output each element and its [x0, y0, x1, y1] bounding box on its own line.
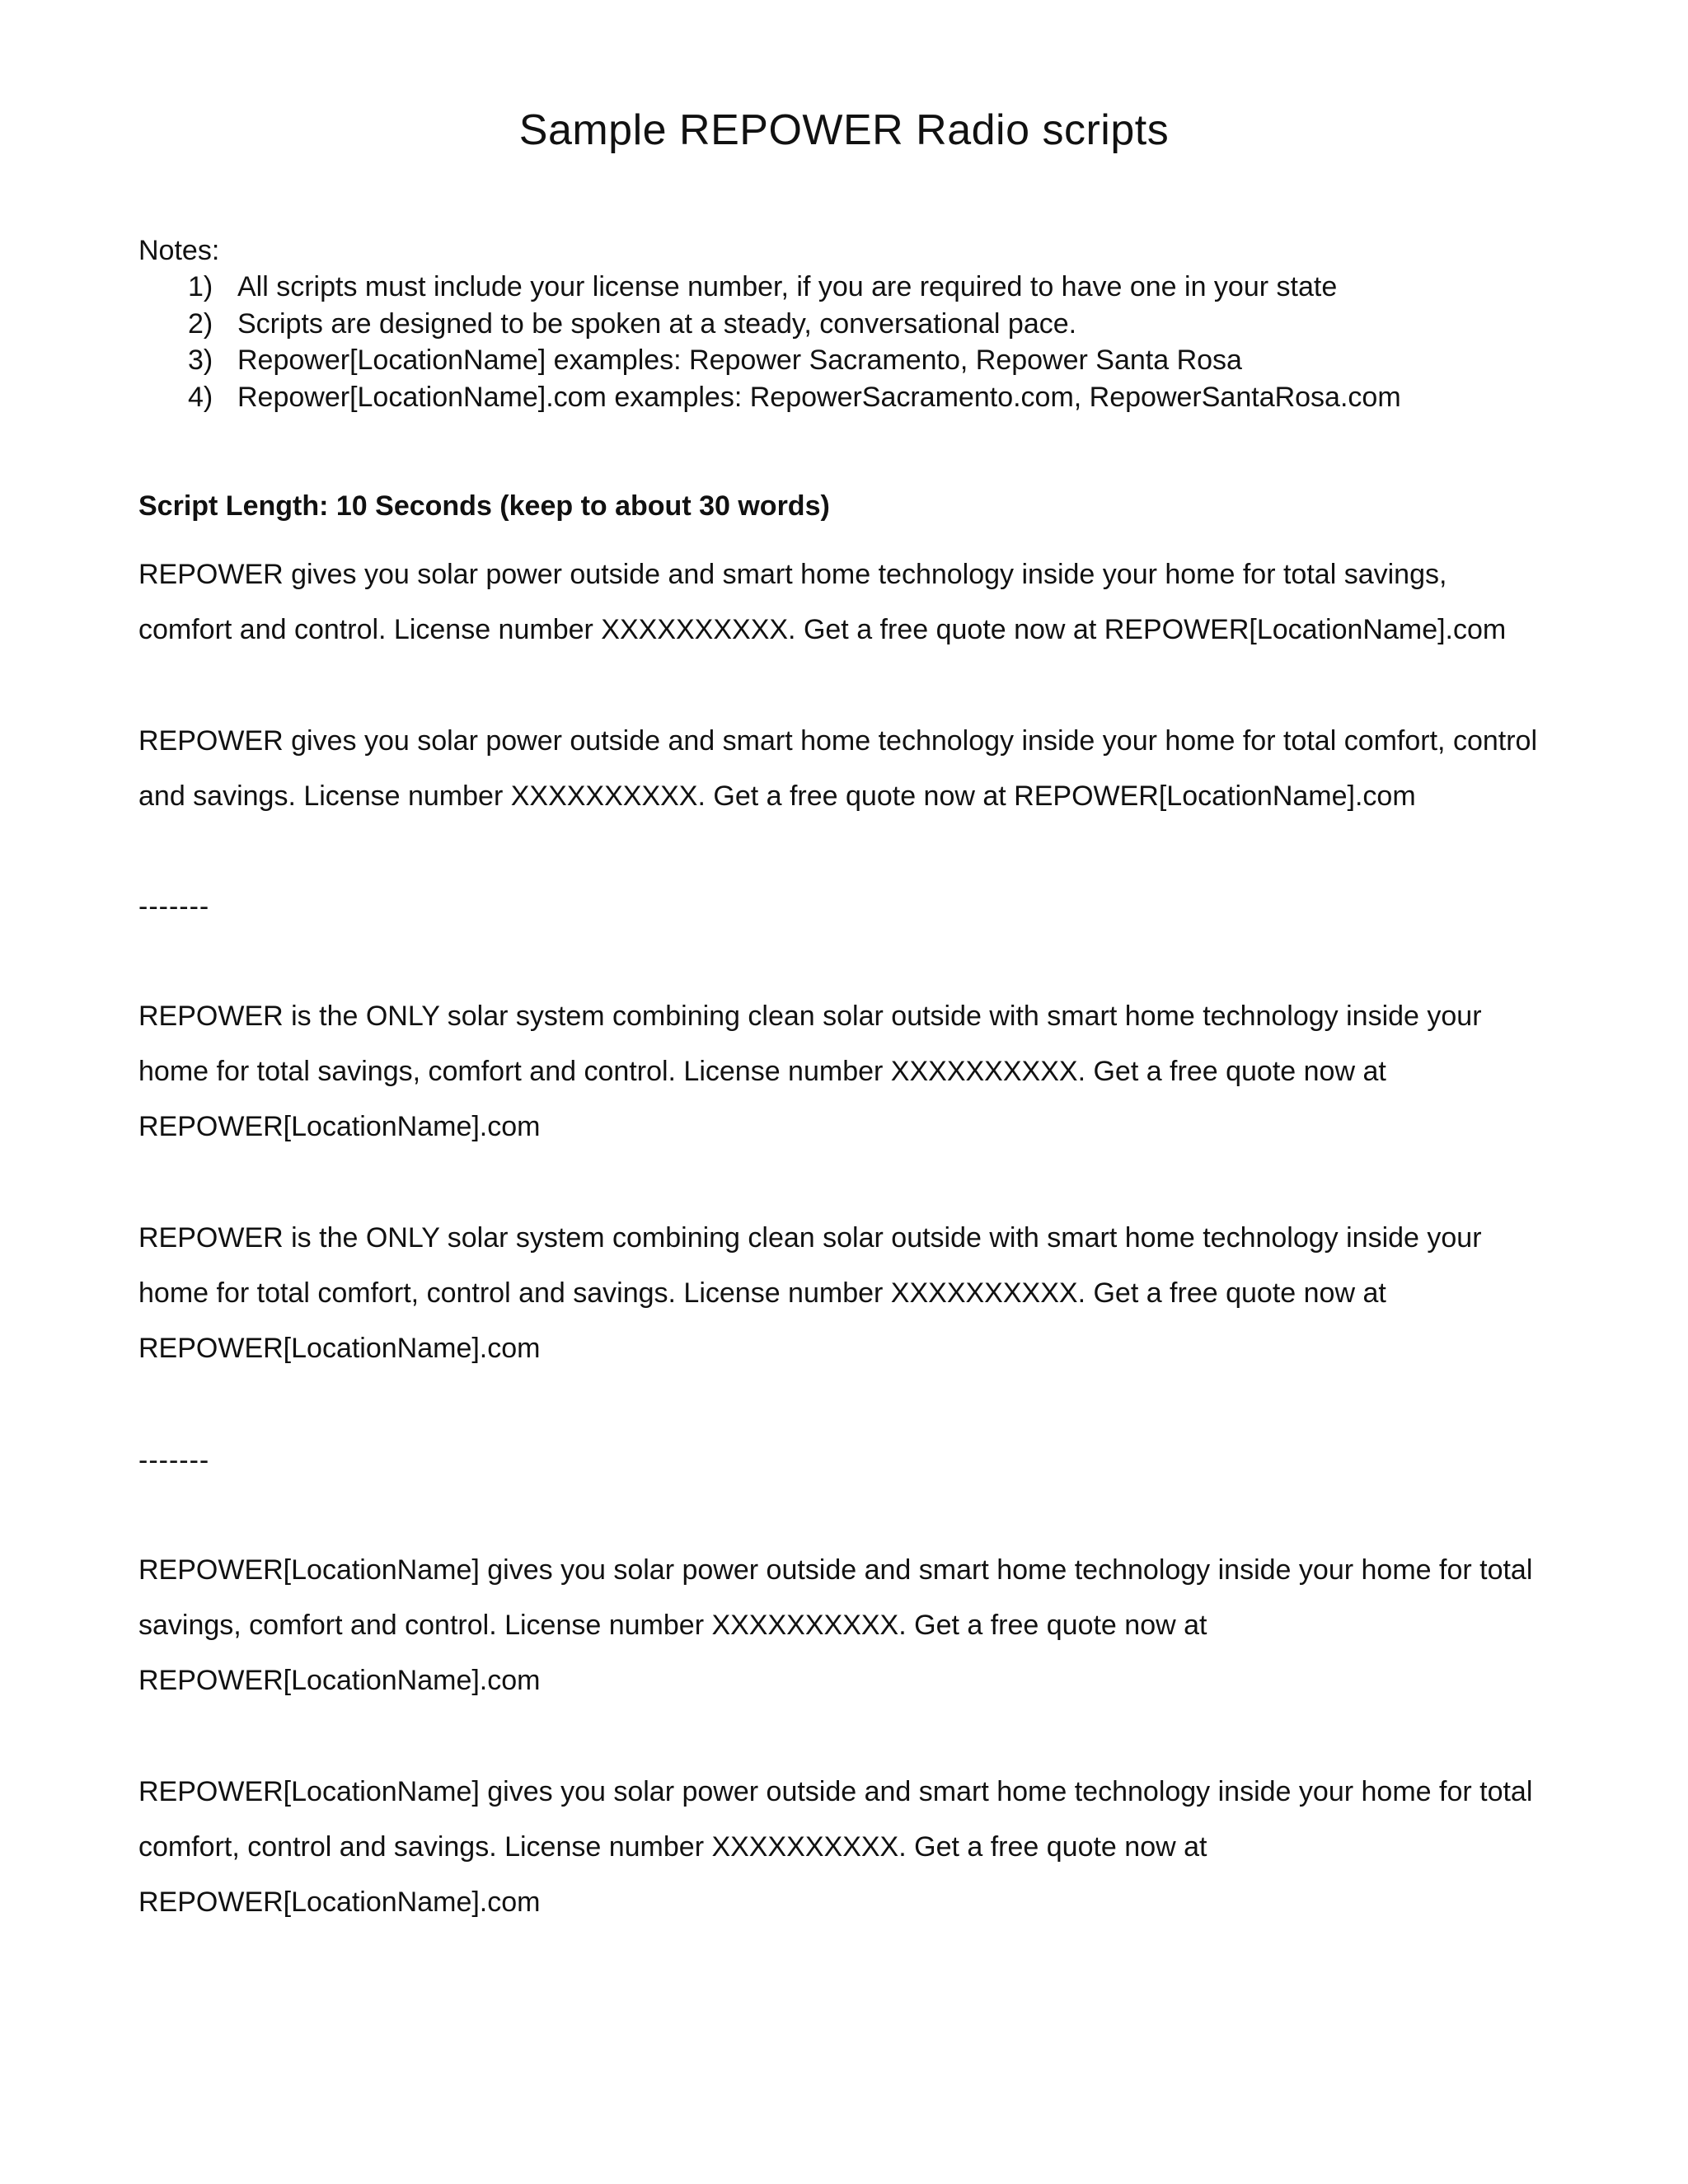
- script-paragraph: REPOWER is the ONLY solar system combining clean solar outside with smart home technology inside your home for total comfort, control and savings. License number XXXXXXXXXX. Get a free quote now at REPOWER[LocationName].com: [138, 1222, 1482, 1364]
- page-title: Sample REPOWER Radio scripts: [518, 106, 1170, 154]
- note-number: 1): [188, 271, 213, 302]
- note-item: [138, 342, 1573, 379]
- note-number: 4): [188, 381, 213, 413]
- note-number: 2): [188, 307, 213, 340]
- script-paragraph: REPOWER[LocationName] gives you solar power outside and smart home technology inside your home for total savings, comfort and control. License number XXXXXXXXXX. Get a free quote now at REPOWER[LocationName].com: [138, 1554, 1533, 1696]
- note-item: [138, 269, 1573, 306]
- note-text: Repower[LocationName].com examples: RepowerSacramento.com, RepowerSantaRosa.com: [237, 381, 1401, 413]
- note-item: [138, 379, 1573, 416]
- script-paragraph: REPOWER gives you solar power outside and smart home technology inside your home for total savings, comfort and control. License number XXXXXXXXXX. Get a free quote now at REPOWER[LocationName].com: [138, 559, 1507, 645]
- note-number: 3): [188, 344, 213, 376]
- script-paragraph: REPOWER[LocationName] gives you solar power outside and smart home technology inside your home for total comfort, control and savings. License number XXXXXXXXXX. Get a free quote now at REPOWER[LocationName].com: [138, 1776, 1533, 1918]
- note-item: [138, 306, 1573, 343]
- divider-dashes: -------: [138, 1445, 210, 1476]
- script-paragraph: REPOWER gives you solar power outside and smart home technology inside your home for total comfort, control and savings. License number XXXXXXXXXX. Get a free quote now at REPOWER[LocationName].com: [138, 725, 1537, 812]
- notes-list: [138, 269, 1573, 415]
- script-paragraph: REPOWER is the ONLY solar system combining clean solar outside with smart home technology inside your home for total savings, comfort and control. License number XXXXXXXXXX. Get a free quote now at REPOWER[LocationName].com: [138, 1001, 1482, 1142]
- note-text: Repower[LocationName] examples: Repower Sacramento, Repower Santa Rosa: [237, 344, 1242, 376]
- divider-dashes: -------: [138, 891, 210, 922]
- note-text: Scripts are designed to be spoken at a steady, conversational pace.: [237, 307, 1077, 340]
- note-text: All scripts must include your license number, if you are required to have one in your state: [237, 271, 1338, 302]
- notes-label: Notes:: [138, 235, 220, 266]
- section-heading: Script Length: 10 Seconds (keep to about 30 words): [138, 490, 830, 522]
